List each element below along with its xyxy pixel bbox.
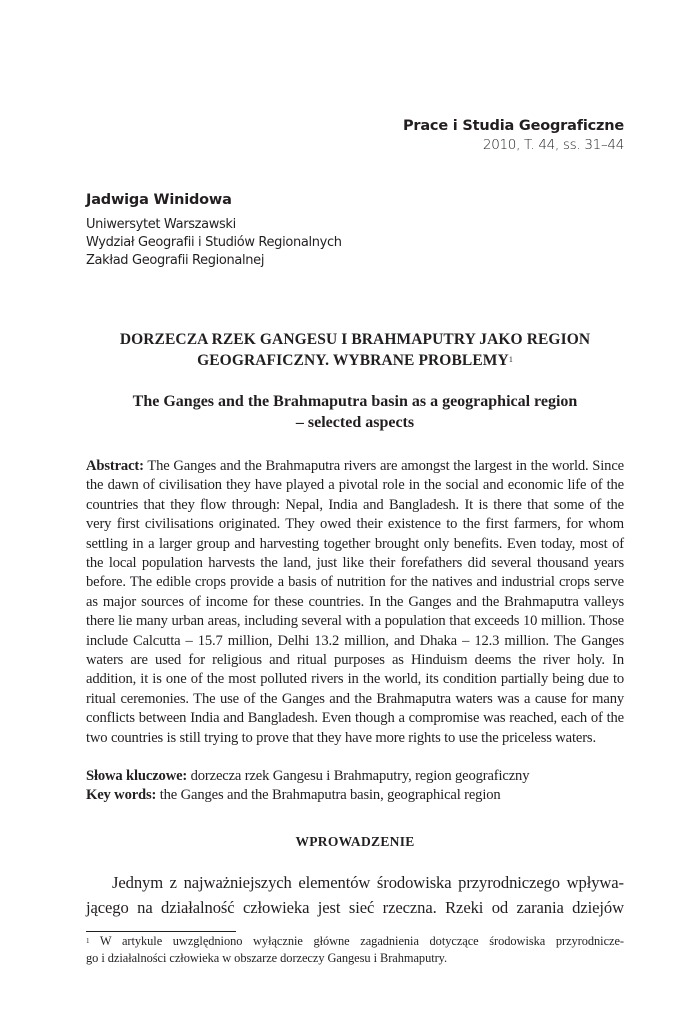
journal-header: [403, 117, 624, 154]
title-english-line2: – selected aspects: [295, 414, 415, 431]
keywords-polish-text: dorzecza rzek Gangesu i Brahmaputry, region geograficzny: [187, 768, 530, 784]
abstract-label: Abstract:: [86, 458, 144, 474]
keywords-english: [86, 786, 646, 805]
footnote-line: go i działalności człowieka w obszarze dorzeczy Gangesu i Brahmaputry.: [86, 950, 448, 965]
author-name: Jadwiga Winidowa: [86, 192, 232, 208]
body-line: Jednym z najważniejszych elementów środowiska przyrodniczego wpływa-: [112, 873, 624, 892]
footnote-mark: 1: [86, 937, 90, 945]
body-paragraph: [86, 871, 624, 920]
affiliation-faculty: Wydział Geografii i Studiów Regionalnych: [86, 235, 342, 250]
footnote-line: [86, 933, 624, 950]
footnote-text-1: W artykule uwzględniono wyłącznie główne zagadnienia dotyczące środowiska przyrodnicze-: [89, 934, 624, 948]
affiliation-department: Zakład Geografii Regionalnej: [86, 253, 265, 268]
title-footnote-mark[interactable]: 1: [508, 355, 513, 364]
journal-title: Prace i Studia Geograficzne: [402, 118, 624, 134]
footnote: [86, 933, 624, 966]
keywords-polish: [86, 767, 646, 786]
title-polish-line2-wrap: [86, 350, 624, 371]
keywords-polish-label: Słowa kluczowe:: [86, 768, 188, 784]
keywords-english-label: Key words:: [86, 787, 157, 803]
title-polish-line2: GEOGRAFICZNY. WYBRANE PROBLEMY: [197, 352, 509, 369]
section-heading: WPROWADZENIE: [295, 834, 415, 849]
body-line: jącego na działalność człowieka jest sieć rzeczna. Rzeki od zarania dziejów: [86, 897, 624, 917]
keywords: [86, 767, 646, 805]
abstract-text: The Ganges and the Brahmaputra rivers are amongst the largest in the world. Since the dawn of civilisation they have played a pivotal role in the social and economic life of the countries that they flow through: Nepal, India and Bangladesh. It is there that some of the very first civilisations originated. They owed their existence to the first farmers, for whom settling in a larger group and harvesting together brought only benefits. Even today, most of the local population harvests the land, just like their forefathers did several thousand years before. The edible crops provide a basis of nutrition for the natives and industrial crops serve as major sources of income for these countries. In the Ganges and the Brahmaputra valleys there lie many urban areas, including several with a population that exceeds 10 million. Those include Calcutta – 15.7 million, Delhi 13.2 million, and Dhaka – 12.3 million. The Ganges waters are used for religious and ritual purposes as Hinduism deems the river holy. In addition, it is one of the most polluted rivers in the world, its condition partially being due to ritual ceremonies. The use of the Ganges and the Brahmaputra waters was a cause for many conflicts between India and Bangladesh. Even though a compromise was reached, each of the two countries is still trying to prove that they have more rights to use the priceless waters.: [86, 458, 624, 746]
affiliation-university: Uniwersytet Warszawski: [86, 217, 236, 232]
title-english-line1: The Ganges and the Brahmaputra basin as a geographical region: [132, 393, 578, 410]
abstract: [86, 457, 624, 748]
title-polish-line1: DORZECZA RZEK GANGESU I BRAHMAPUTRY JAKO REGION: [119, 331, 591, 348]
title-english: [86, 391, 624, 433]
title-polish: [86, 329, 624, 371]
footnote-rule: [86, 931, 236, 932]
author-block: [86, 190, 342, 270]
keywords-english-text: the Ganges and the Brahmaputra basin, geographical region: [156, 787, 501, 803]
journal-reference: 2010, T. 44, ss. 31–44: [482, 137, 624, 153]
